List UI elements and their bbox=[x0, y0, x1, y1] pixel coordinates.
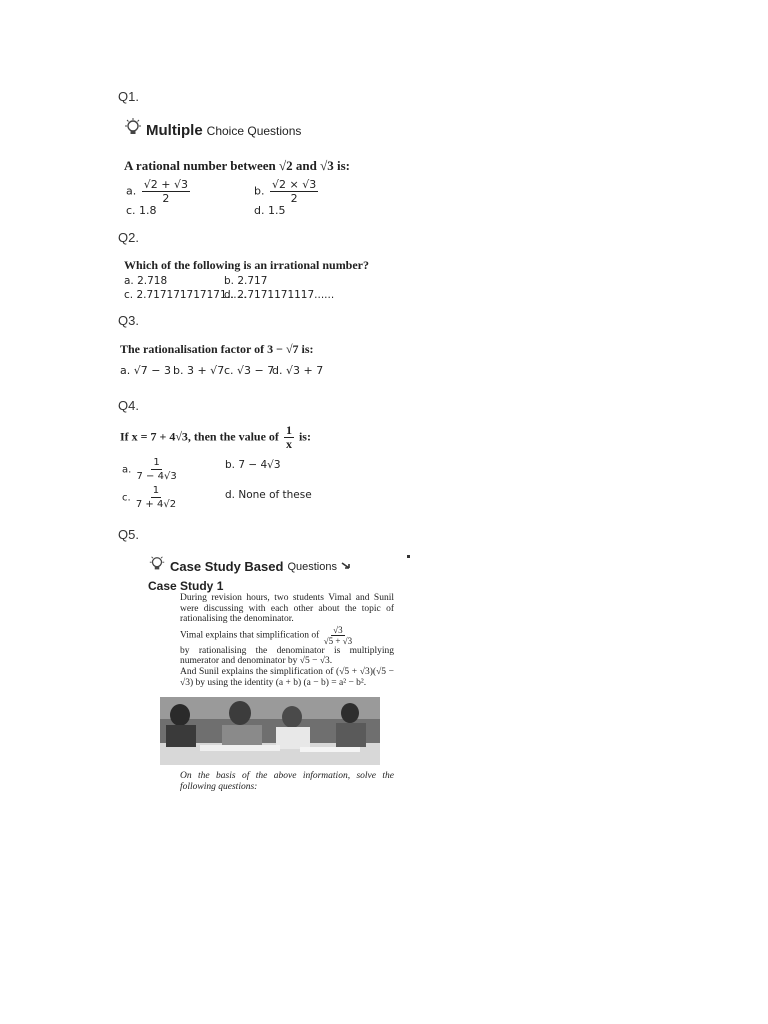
q1-option-c: c. 1.8 bbox=[126, 204, 157, 217]
q3-option-c: c. √3 − 7 bbox=[224, 364, 275, 377]
q4-option-c-den: 7 + 4√2 bbox=[135, 499, 177, 510]
q1-option-a-fraction bbox=[142, 178, 190, 205]
q3-option-a: a. √7 − 3 bbox=[120, 364, 171, 377]
case-study-p3: by rationalising the denominator is multiplying numerator and denominator by √5 − √3. bbox=[180, 645, 394, 667]
q1-option-a-den: 2 bbox=[162, 192, 170, 205]
q3-option-d: d. √3 + 7 bbox=[272, 364, 324, 377]
q4-stem-pre: If x = 7 + 4√3, then the value of bbox=[120, 429, 279, 444]
q4-option-a-label: a. bbox=[122, 464, 132, 476]
q4-option-a-fraction bbox=[137, 456, 177, 483]
q3-label: Q3. bbox=[118, 313, 139, 328]
q4-stem-fraction bbox=[284, 424, 294, 451]
q2-option-b: b. 2.717 bbox=[224, 275, 268, 287]
q1-option-d: d. 1.5 bbox=[254, 204, 286, 217]
q1-snippet bbox=[120, 118, 400, 218]
arrow-icon bbox=[341, 558, 353, 576]
q5-label: Q5. bbox=[118, 527, 139, 542]
case-study-p2-den: √5 + √3 bbox=[323, 635, 353, 646]
q4-option-a bbox=[122, 456, 179, 483]
q2-option-c: c. 2.717171717171...... bbox=[124, 289, 247, 301]
q3-snippet bbox=[120, 342, 350, 382]
q1-option-b-fraction bbox=[270, 178, 318, 205]
q4-option-c-label: c. bbox=[122, 492, 131, 504]
q4-option-c bbox=[122, 484, 178, 511]
q4-stem bbox=[120, 424, 311, 451]
q2-snippet bbox=[120, 258, 370, 302]
q2-option-a: a. 2.718 bbox=[124, 275, 168, 287]
classroom-photo bbox=[160, 697, 380, 765]
case-study-title: Case Study 1 bbox=[148, 579, 224, 593]
q1-option-b-label: b. bbox=[254, 184, 265, 198]
stray-dot bbox=[407, 555, 410, 558]
q1-stem: A rational number between √2 and √3 is: bbox=[124, 158, 351, 173]
mcq-header bbox=[124, 118, 301, 143]
q3-stem: The rationalisation factor of 3 − √7 is: bbox=[120, 342, 314, 356]
lightbulb-icon bbox=[148, 555, 166, 578]
q4-option-c-fraction bbox=[136, 484, 176, 511]
q2-option-d: d. 2.7171171117...... bbox=[224, 289, 335, 301]
q1-option-b bbox=[254, 178, 320, 205]
q4-stem-post: is: bbox=[298, 429, 311, 444]
q1-option-b-den: 2 bbox=[290, 192, 298, 205]
case-study-footer: On the basis of the above information, solve the following questions: bbox=[180, 771, 394, 792]
case-study-p2-num: √3 bbox=[333, 624, 343, 635]
q1-option-a-num: √2 + √3 bbox=[143, 178, 188, 191]
mcq-header-light: Choice Questions bbox=[206, 123, 302, 138]
q4-option-b: b. 7 − 4√3 bbox=[225, 459, 281, 471]
q4-stem-den: x bbox=[285, 437, 292, 451]
q4-option-a-num: 1 bbox=[153, 457, 160, 468]
q1-label: Q1. bbox=[118, 89, 139, 104]
q2-label: Q2. bbox=[118, 230, 139, 245]
case-study-p2-fraction bbox=[324, 625, 352, 646]
case-study-header-strong: Case Study Based bbox=[170, 559, 284, 574]
q4-stem-num: 1 bbox=[285, 423, 292, 437]
case-study-p2 bbox=[180, 625, 394, 646]
q5-snippet bbox=[120, 555, 400, 810]
q4-snippet bbox=[120, 424, 350, 514]
q4-option-d: d. None of these bbox=[225, 489, 312, 501]
q1-option-a bbox=[126, 178, 192, 205]
q2-stem: Which of the following is an irrational number? bbox=[124, 258, 370, 272]
case-study-passage bbox=[180, 593, 394, 688]
case-study-header bbox=[148, 555, 353, 578]
q4-option-a-den: 7 − 4√3 bbox=[136, 471, 177, 482]
case-study-p4: And Sunil explains the simplification of (√5 + √3)(√5 − √3) by using the identity (a + b) (a − b) = a² − b². bbox=[180, 666, 394, 688]
lightbulb-icon bbox=[124, 118, 142, 143]
q4-label: Q4. bbox=[118, 398, 139, 413]
mcq-header-strong: Multiple bbox=[146, 122, 203, 139]
case-study-p2-pre: Vimal explains that simplification of bbox=[180, 630, 320, 641]
case-study-header-light: Questions bbox=[287, 560, 337, 573]
q3-option-b: b. 3 + √7 bbox=[173, 364, 225, 377]
case-study-p1: During revision hours, two students Vimal and Sunil were discussing with each other about the topic of rationalising the denominator. bbox=[180, 593, 394, 625]
q4-option-c-num: 1 bbox=[152, 485, 160, 496]
q1-option-b-num: √2 × √3 bbox=[271, 178, 317, 191]
q1-option-a-label: a. bbox=[126, 184, 137, 198]
